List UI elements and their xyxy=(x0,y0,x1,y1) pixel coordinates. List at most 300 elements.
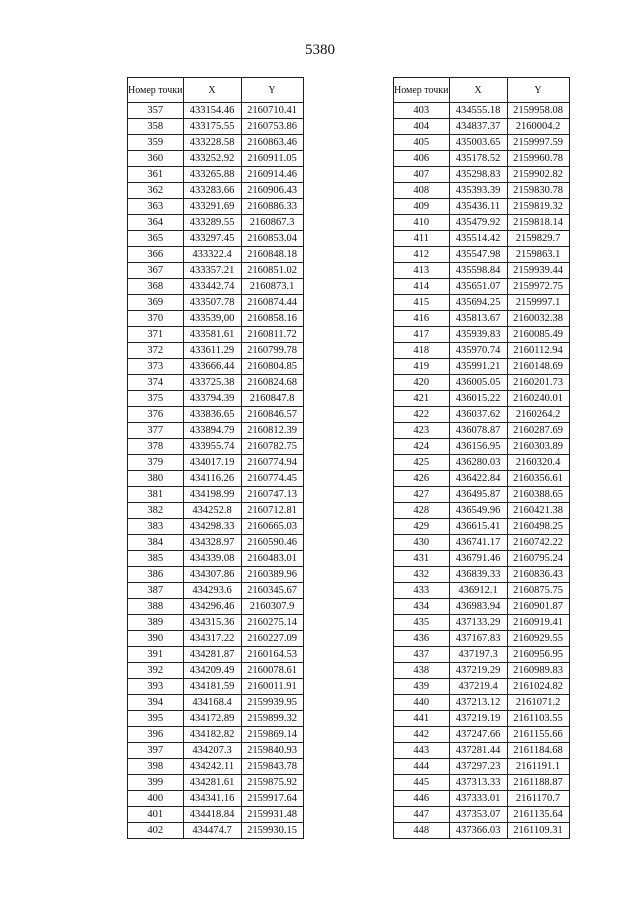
cell-point-number: 427 xyxy=(394,487,450,503)
cell-x: 434182.82 xyxy=(183,727,241,743)
cell-point-number: 406 xyxy=(394,151,450,167)
cell-y: 2160824.68 xyxy=(241,375,303,391)
cell-point-number: 442 xyxy=(394,727,450,743)
cell-point-number: 421 xyxy=(394,391,450,407)
cell-point-number: 417 xyxy=(394,327,450,343)
cell-y: 2159840.93 xyxy=(241,743,303,759)
cell-y: 2160712.81 xyxy=(241,503,303,519)
cell-x: 437247.66 xyxy=(449,727,507,743)
table-row xyxy=(128,215,304,231)
cell-y: 2160812.39 xyxy=(241,423,303,439)
table-row xyxy=(394,503,570,519)
cell-x: 436983.94 xyxy=(449,599,507,615)
cell-y: 2161024.82 xyxy=(507,679,569,695)
cell-y: 2160753.86 xyxy=(241,119,303,135)
cell-y: 2160356.61 xyxy=(507,471,569,487)
table-row xyxy=(128,583,304,599)
cell-x: 437219.4 xyxy=(449,679,507,695)
cell-point-number: 448 xyxy=(394,823,450,839)
cell-point-number: 425 xyxy=(394,455,450,471)
cell-x: 436741.17 xyxy=(449,535,507,551)
header-x: X xyxy=(183,78,241,103)
table-row xyxy=(128,359,304,375)
table-row xyxy=(394,583,570,599)
cell-y: 2160863.46 xyxy=(241,135,303,151)
table-row xyxy=(394,279,570,295)
cell-point-number: 405 xyxy=(394,135,450,151)
table-row xyxy=(394,823,570,839)
cell-point-number: 397 xyxy=(128,743,184,759)
table-row xyxy=(394,551,570,567)
cell-point-number: 433 xyxy=(394,583,450,599)
cell-y: 2160345.67 xyxy=(241,583,303,599)
cell-x: 433666.44 xyxy=(183,359,241,375)
cell-point-number: 364 xyxy=(128,215,184,231)
cell-point-number: 386 xyxy=(128,567,184,583)
table-row xyxy=(394,359,570,375)
table-row xyxy=(128,519,304,535)
cell-y: 2160911.05 xyxy=(241,151,303,167)
table-row xyxy=(394,743,570,759)
table-row xyxy=(128,375,304,391)
cell-point-number: 362 xyxy=(128,183,184,199)
cell-point-number: 400 xyxy=(128,791,184,807)
cell-y: 2159931.48 xyxy=(241,807,303,823)
cell-x: 435939.83 xyxy=(449,327,507,343)
cell-y: 2161170.7 xyxy=(507,791,569,807)
cell-y: 2159899.32 xyxy=(241,711,303,727)
table-row xyxy=(128,695,304,711)
cell-point-number: 370 xyxy=(128,311,184,327)
cell-y: 2159829.7 xyxy=(507,231,569,247)
table-row xyxy=(128,711,304,727)
table-row xyxy=(128,407,304,423)
cell-point-number: 424 xyxy=(394,439,450,455)
cell-point-number: 408 xyxy=(394,183,450,199)
table-row xyxy=(394,151,570,167)
cell-x: 435178.52 xyxy=(449,151,507,167)
cell-y: 2161071.2 xyxy=(507,695,569,711)
cell-point-number: 395 xyxy=(128,711,184,727)
cell-point-number: 429 xyxy=(394,519,450,535)
cell-y: 2160795.24 xyxy=(507,551,569,567)
table-row xyxy=(128,663,304,679)
cell-x: 437297.23 xyxy=(449,759,507,775)
table-row xyxy=(394,615,570,631)
cell-x: 434242.11 xyxy=(183,759,241,775)
cell-point-number: 373 xyxy=(128,359,184,375)
cell-point-number: 440 xyxy=(394,695,450,711)
cell-point-number: 392 xyxy=(128,663,184,679)
cell-point-number: 387 xyxy=(128,583,184,599)
cell-point-number: 358 xyxy=(128,119,184,135)
cell-y: 2160032.38 xyxy=(507,311,569,327)
cell-point-number: 407 xyxy=(394,167,450,183)
cell-point-number: 423 xyxy=(394,423,450,439)
table-row xyxy=(128,631,304,647)
cell-x: 434418.84 xyxy=(183,807,241,823)
table-row xyxy=(394,215,570,231)
cell-x: 433175.55 xyxy=(183,119,241,135)
cell-point-number: 399 xyxy=(128,775,184,791)
cell-x: 434207.3 xyxy=(183,743,241,759)
cell-x: 434168.4 xyxy=(183,695,241,711)
cell-y: 2161109.31 xyxy=(507,823,569,839)
cell-x: 436791.46 xyxy=(449,551,507,567)
table-row xyxy=(394,407,570,423)
table-row xyxy=(128,103,304,119)
cell-y: 2160742.22 xyxy=(507,535,569,551)
cell-x: 434281.61 xyxy=(183,775,241,791)
cell-point-number: 380 xyxy=(128,471,184,487)
cell-point-number: 418 xyxy=(394,343,450,359)
cell-x: 435970.74 xyxy=(449,343,507,359)
cell-y: 2160164.53 xyxy=(241,647,303,663)
cell-point-number: 367 xyxy=(128,263,184,279)
cell-x: 434317.22 xyxy=(183,631,241,647)
cell-y: 2159958.08 xyxy=(507,103,569,119)
cell-point-number: 445 xyxy=(394,775,450,791)
cell-y: 2159819.32 xyxy=(507,199,569,215)
cell-y: 2160201.73 xyxy=(507,375,569,391)
cell-point-number: 439 xyxy=(394,679,450,695)
table-row xyxy=(128,567,304,583)
cell-y: 2160498.25 xyxy=(507,519,569,535)
cell-x: 433725.38 xyxy=(183,375,241,391)
table-row xyxy=(128,119,304,135)
cell-y: 2160989.83 xyxy=(507,663,569,679)
table-row xyxy=(394,263,570,279)
cell-y: 2159972.75 xyxy=(507,279,569,295)
cell-y: 2161188.87 xyxy=(507,775,569,791)
cell-point-number: 403 xyxy=(394,103,450,119)
coordinates-table-right xyxy=(393,77,570,839)
cell-y: 2160851.02 xyxy=(241,263,303,279)
table-row xyxy=(128,263,304,279)
cell-x: 435479.92 xyxy=(449,215,507,231)
cell-y: 2160303.89 xyxy=(507,439,569,455)
cell-point-number: 446 xyxy=(394,791,450,807)
cell-y: 2159939.44 xyxy=(507,263,569,279)
cell-x: 435651.07 xyxy=(449,279,507,295)
cell-x: 436912.1 xyxy=(449,583,507,599)
cell-point-number: 436 xyxy=(394,631,450,647)
table-row xyxy=(128,775,304,791)
cell-x: 434209.49 xyxy=(183,663,241,679)
cell-point-number: 447 xyxy=(394,807,450,823)
table-row xyxy=(128,679,304,695)
cell-point-number: 369 xyxy=(128,295,184,311)
cell-point-number: 431 xyxy=(394,551,450,567)
cell-point-number: 377 xyxy=(128,423,184,439)
table-row xyxy=(128,743,304,759)
cell-point-number: 444 xyxy=(394,759,450,775)
cell-point-number: 430 xyxy=(394,535,450,551)
cell-x: 433836.65 xyxy=(183,407,241,423)
cell-point-number: 437 xyxy=(394,647,450,663)
cell-point-number: 384 xyxy=(128,535,184,551)
header-y: Y xyxy=(241,78,303,103)
table-row xyxy=(394,439,570,455)
cell-point-number: 368 xyxy=(128,279,184,295)
cell-x: 437167.83 xyxy=(449,631,507,647)
cell-y: 2160914.46 xyxy=(241,167,303,183)
cell-point-number: 391 xyxy=(128,647,184,663)
cell-point-number: 374 xyxy=(128,375,184,391)
cell-y: 2160858.16 xyxy=(241,311,303,327)
cell-x: 433581.61 xyxy=(183,327,241,343)
cell-y: 2160867.3 xyxy=(241,215,303,231)
cell-x: 436005.05 xyxy=(449,375,507,391)
cell-y: 2160320.4 xyxy=(507,455,569,471)
cell-y: 2160710.41 xyxy=(241,103,303,119)
cell-y: 2160275.14 xyxy=(241,615,303,631)
cell-y: 2160811.72 xyxy=(241,327,303,343)
cell-x: 434341.16 xyxy=(183,791,241,807)
cell-point-number: 378 xyxy=(128,439,184,455)
cell-x: 434315.36 xyxy=(183,615,241,631)
table-row xyxy=(128,327,304,343)
cell-y: 2159917.64 xyxy=(241,791,303,807)
table-row xyxy=(394,119,570,135)
cell-y: 2161155.66 xyxy=(507,727,569,743)
cell-y: 2160307.9 xyxy=(241,599,303,615)
cell-x: 436549.96 xyxy=(449,503,507,519)
cell-point-number: 413 xyxy=(394,263,450,279)
cell-x: 437366.03 xyxy=(449,823,507,839)
cell-y: 2160873.1 xyxy=(241,279,303,295)
cell-x: 434296.46 xyxy=(183,599,241,615)
cell-point-number: 372 xyxy=(128,343,184,359)
table-row xyxy=(394,487,570,503)
cell-y: 2160836.43 xyxy=(507,567,569,583)
cell-point-number: 434 xyxy=(394,599,450,615)
cell-point-number: 365 xyxy=(128,231,184,247)
cell-y: 2159843.78 xyxy=(241,759,303,775)
table-row xyxy=(394,711,570,727)
table-row xyxy=(128,391,304,407)
cell-point-number: 398 xyxy=(128,759,184,775)
table-row xyxy=(394,455,570,471)
cell-x: 434307.86 xyxy=(183,567,241,583)
cell-point-number: 381 xyxy=(128,487,184,503)
cell-x: 434293.6 xyxy=(183,583,241,599)
cell-x: 434555.18 xyxy=(449,103,507,119)
cell-x: 437333.01 xyxy=(449,791,507,807)
cell-x: 434017.19 xyxy=(183,455,241,471)
cell-x: 436156.95 xyxy=(449,439,507,455)
cell-y: 2160774.94 xyxy=(241,455,303,471)
cell-x: 435514.42 xyxy=(449,231,507,247)
table-row xyxy=(128,167,304,183)
table-row xyxy=(128,295,304,311)
cell-y: 2160085.49 xyxy=(507,327,569,343)
cell-y: 2160875.75 xyxy=(507,583,569,599)
cell-x: 434328.97 xyxy=(183,535,241,551)
cell-y: 2160886.33 xyxy=(241,199,303,215)
cell-point-number: 411 xyxy=(394,231,450,247)
table-row xyxy=(128,455,304,471)
cell-x: 433357.21 xyxy=(183,263,241,279)
cell-x: 434474.7 xyxy=(183,823,241,839)
table-row xyxy=(128,727,304,743)
cell-y: 2161191.1 xyxy=(507,759,569,775)
table-row xyxy=(394,183,570,199)
table-row xyxy=(394,695,570,711)
cell-point-number: 415 xyxy=(394,295,450,311)
cell-point-number: 383 xyxy=(128,519,184,535)
cell-y: 2160848.18 xyxy=(241,247,303,263)
cell-y: 2160112.94 xyxy=(507,343,569,359)
cell-point-number: 382 xyxy=(128,503,184,519)
cell-point-number: 410 xyxy=(394,215,450,231)
coordinates-table-left xyxy=(127,77,304,839)
cell-point-number: 409 xyxy=(394,199,450,215)
cell-y: 2160227.09 xyxy=(241,631,303,647)
cell-y: 2160389.96 xyxy=(241,567,303,583)
cell-y: 2161184.68 xyxy=(507,743,569,759)
table-row xyxy=(394,599,570,615)
cell-x: 436037.62 xyxy=(449,407,507,423)
table-row xyxy=(394,631,570,647)
cell-x: 437213.12 xyxy=(449,695,507,711)
table-row xyxy=(394,343,570,359)
cell-x: 433611.29 xyxy=(183,343,241,359)
table-row xyxy=(128,487,304,503)
cell-point-number: 361 xyxy=(128,167,184,183)
cell-point-number: 414 xyxy=(394,279,450,295)
cell-x: 433539,00 xyxy=(183,311,241,327)
cell-point-number: 375 xyxy=(128,391,184,407)
cell-x: 433283.66 xyxy=(183,183,241,199)
cell-y: 2160782.75 xyxy=(241,439,303,455)
cell-x: 434252.8 xyxy=(183,503,241,519)
cell-x: 433322.4 xyxy=(183,247,241,263)
table-row xyxy=(128,231,304,247)
cell-point-number: 426 xyxy=(394,471,450,487)
table-row xyxy=(394,135,570,151)
cell-point-number: 385 xyxy=(128,551,184,567)
cell-point-number: 401 xyxy=(128,807,184,823)
cell-x: 435393.39 xyxy=(449,183,507,199)
table-row xyxy=(394,311,570,327)
cell-y: 2160874.44 xyxy=(241,295,303,311)
cell-point-number: 363 xyxy=(128,199,184,215)
cell-y: 2160004.2 xyxy=(507,119,569,135)
table-row xyxy=(394,471,570,487)
table-row xyxy=(394,791,570,807)
cell-x: 433955.74 xyxy=(183,439,241,455)
cell-x: 437219.29 xyxy=(449,663,507,679)
cell-y: 2160287.69 xyxy=(507,423,569,439)
cell-point-number: 432 xyxy=(394,567,450,583)
cell-x: 436422.84 xyxy=(449,471,507,487)
cell-y: 2160148.69 xyxy=(507,359,569,375)
table-row xyxy=(128,343,304,359)
table-row xyxy=(394,167,570,183)
table-row xyxy=(128,199,304,215)
cell-x: 433507.78 xyxy=(183,295,241,311)
cell-x: 436280.03 xyxy=(449,455,507,471)
table-row xyxy=(128,759,304,775)
table-row xyxy=(128,823,304,839)
table-row xyxy=(394,663,570,679)
cell-x: 437197.3 xyxy=(449,647,507,663)
cell-point-number: 379 xyxy=(128,455,184,471)
cell-x: 435547.98 xyxy=(449,247,507,263)
cell-x: 436495.87 xyxy=(449,487,507,503)
cell-point-number: 420 xyxy=(394,375,450,391)
header-y: Y xyxy=(507,78,569,103)
table-row xyxy=(394,295,570,311)
cell-point-number: 357 xyxy=(128,103,184,119)
cell-point-number: 402 xyxy=(128,823,184,839)
cell-y: 2160665.03 xyxy=(241,519,303,535)
cell-x: 435436.11 xyxy=(449,199,507,215)
table-row xyxy=(128,471,304,487)
cell-y: 2160483.01 xyxy=(241,551,303,567)
table-row xyxy=(128,183,304,199)
cell-point-number: 412 xyxy=(394,247,450,263)
table-row xyxy=(128,535,304,551)
cell-y: 2160240.01 xyxy=(507,391,569,407)
cell-y: 2160901.87 xyxy=(507,599,569,615)
cell-y: 2160011.91 xyxy=(241,679,303,695)
cell-x: 433894.79 xyxy=(183,423,241,439)
cell-x: 436615.41 xyxy=(449,519,507,535)
cell-x: 437281.44 xyxy=(449,743,507,759)
cell-y: 2161103.55 xyxy=(507,711,569,727)
cell-y: 2160264.2 xyxy=(507,407,569,423)
table-row xyxy=(394,807,570,823)
table-row xyxy=(394,327,570,343)
cell-x: 436839.33 xyxy=(449,567,507,583)
cell-y: 2159818.14 xyxy=(507,215,569,231)
cell-y: 2160846.57 xyxy=(241,407,303,423)
cell-x: 433289.55 xyxy=(183,215,241,231)
cell-point-number: 359 xyxy=(128,135,184,151)
cell-y: 2159902.82 xyxy=(507,167,569,183)
table-row xyxy=(394,375,570,391)
cell-x: 433252.92 xyxy=(183,151,241,167)
cell-y: 2160929.55 xyxy=(507,631,569,647)
cell-x: 433442.74 xyxy=(183,279,241,295)
cell-x: 433794.39 xyxy=(183,391,241,407)
cell-point-number: 422 xyxy=(394,407,450,423)
table-row xyxy=(394,423,570,439)
table-row xyxy=(394,103,570,119)
table-row xyxy=(394,519,570,535)
table-row xyxy=(394,759,570,775)
table-row xyxy=(128,247,304,263)
cell-y: 2160421.38 xyxy=(507,503,569,519)
cell-point-number: 371 xyxy=(128,327,184,343)
table-header-row xyxy=(394,78,570,103)
cell-x: 435813.67 xyxy=(449,311,507,327)
cell-x: 434181.59 xyxy=(183,679,241,695)
table-row xyxy=(128,599,304,615)
table-row xyxy=(394,679,570,695)
table-row xyxy=(128,791,304,807)
cell-point-number: 441 xyxy=(394,711,450,727)
cell-y: 2160799.78 xyxy=(241,343,303,359)
cell-x: 435298.83 xyxy=(449,167,507,183)
table-row xyxy=(128,279,304,295)
table-row xyxy=(128,551,304,567)
cell-y: 2160774.45 xyxy=(241,471,303,487)
cell-y: 2159997.1 xyxy=(507,295,569,311)
cell-y: 2160747.13 xyxy=(241,487,303,503)
